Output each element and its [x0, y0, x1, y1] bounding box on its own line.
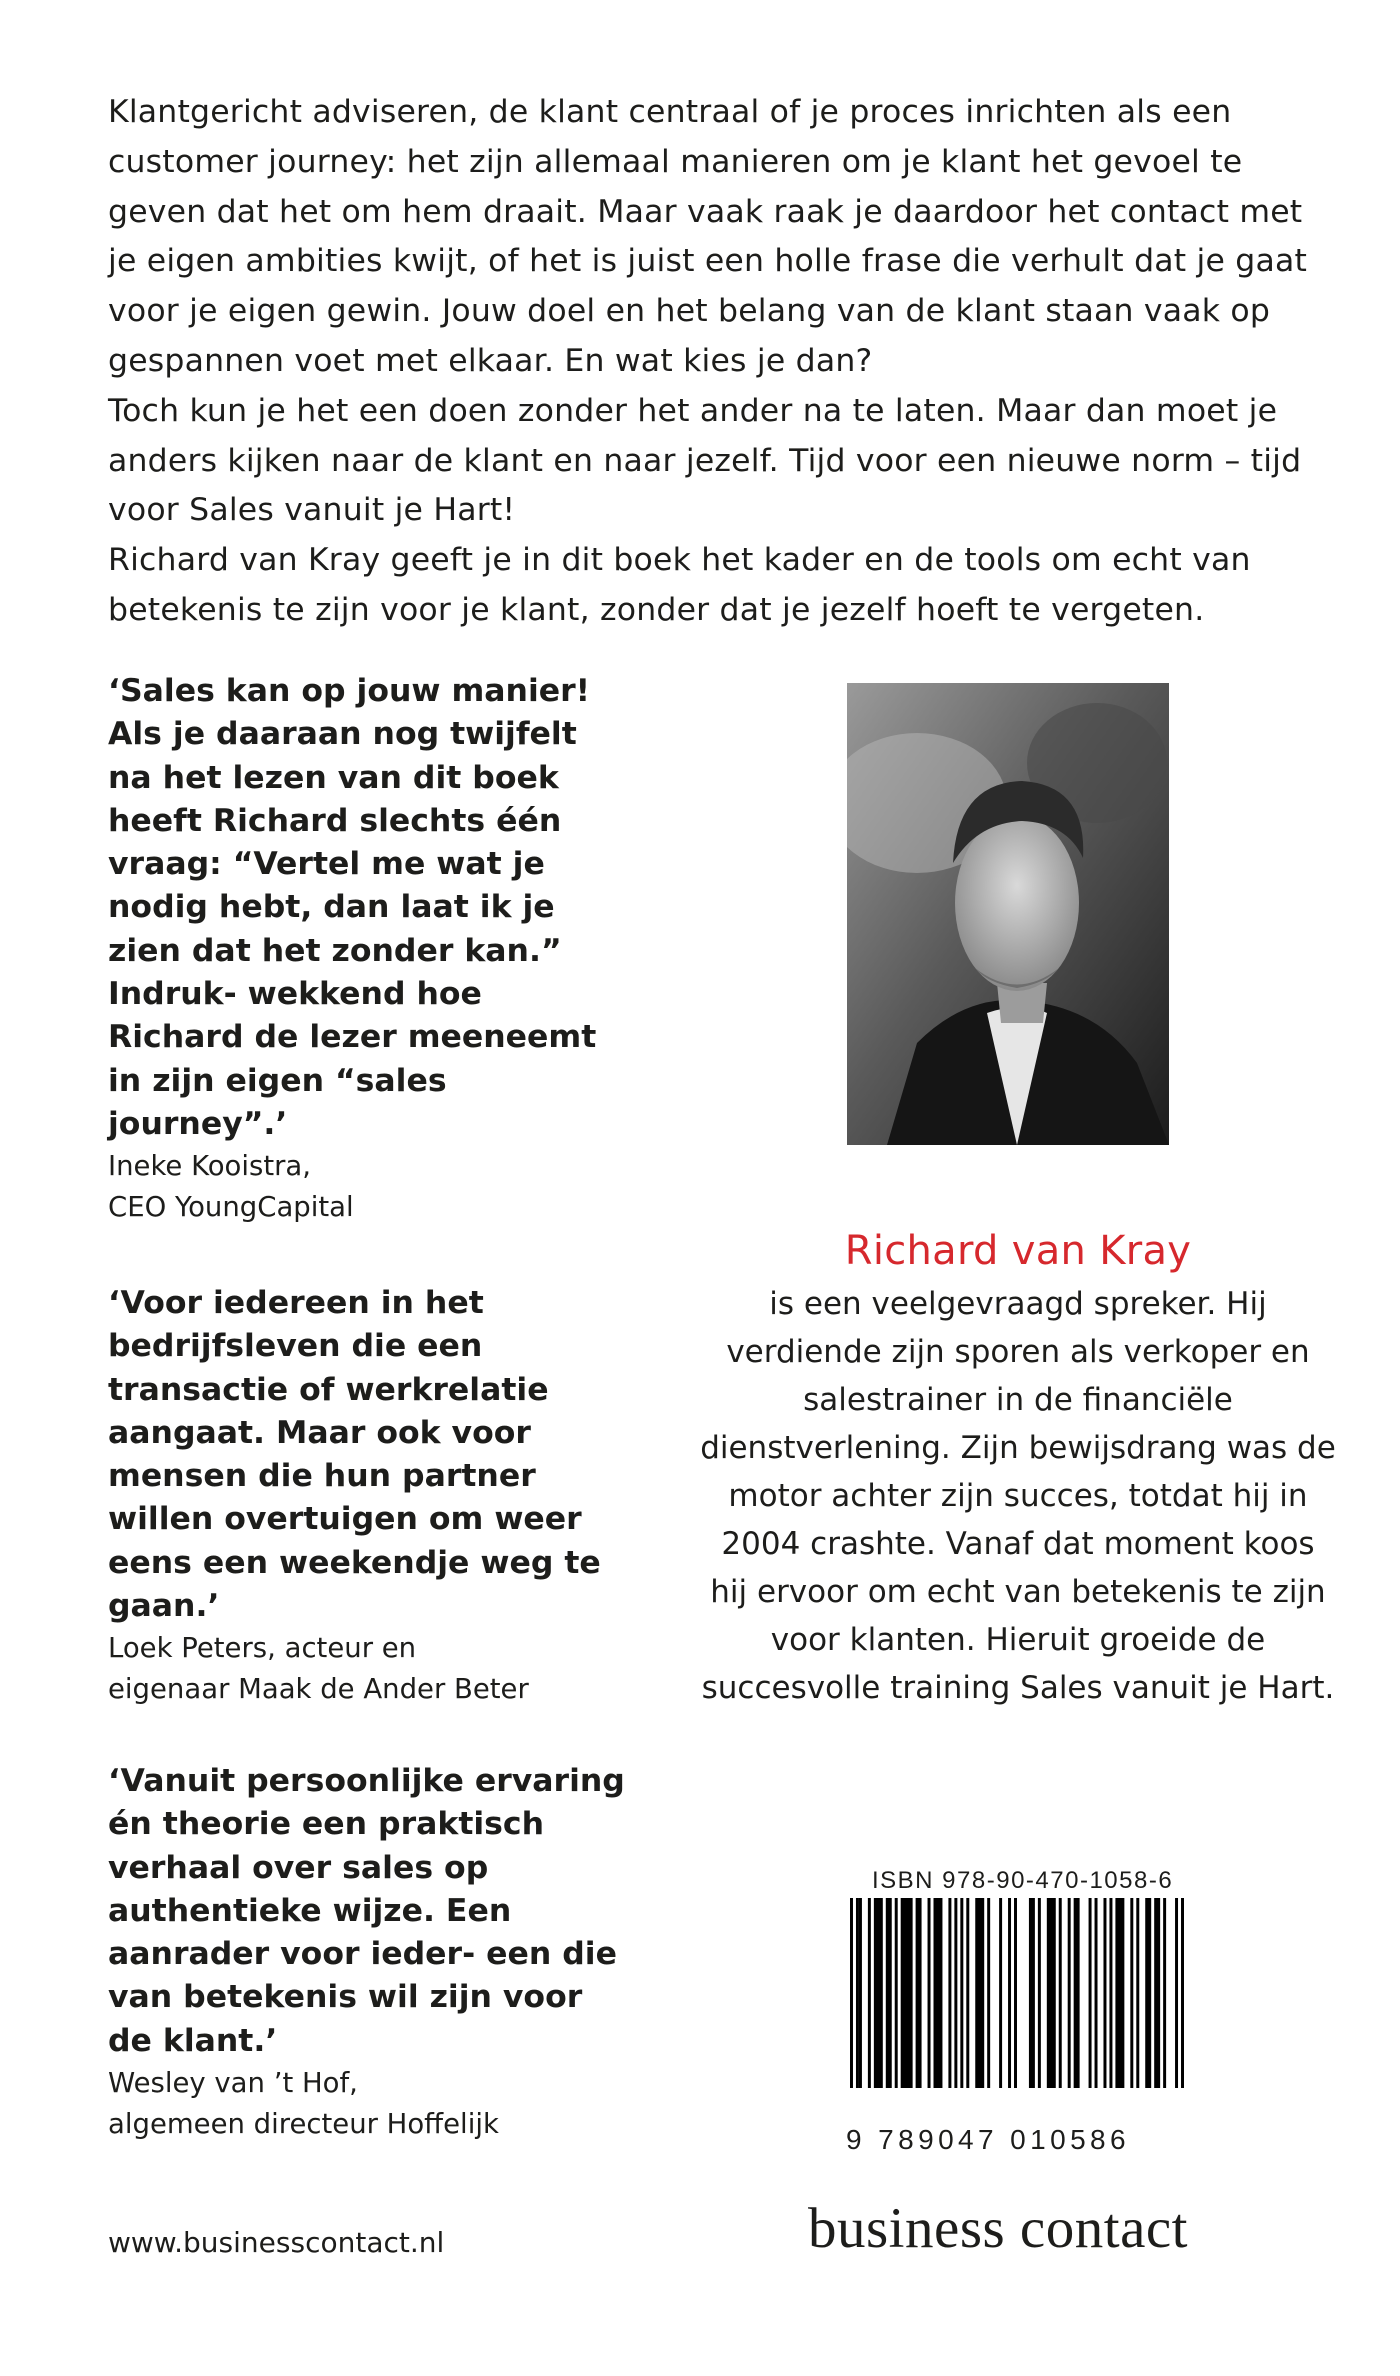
barcode-bar — [1059, 1898, 1062, 2088]
barcode-bar — [987, 1898, 990, 2088]
barcode-bar — [1068, 1898, 1071, 2088]
publisher-logo: business contact — [808, 2197, 1189, 2260]
author-name: Richard van Kray — [844, 1228, 1192, 1274]
website-url[interactable]: www.businesscontact.nl — [108, 2226, 445, 2259]
intro-text — [108, 88, 1313, 636]
barcode-bar — [1115, 1898, 1124, 2088]
barcode-bar — [1130, 1898, 1133, 2088]
barcode-bar — [1163, 1898, 1166, 2088]
barcode-bar — [1089, 1898, 1092, 2088]
quote-author-role: algemeen directeur Hoffelijk — [108, 2108, 499, 2141]
barcode-bar — [1109, 1898, 1112, 2088]
barcode-bar — [948, 1898, 951, 2088]
intro-paragraph-3: Richard van Kray geeft je in dit boek het kader en de tools om echt van betekenis te zijn voor je klant, zonder dat je jezelf hoeft te vergeten. — [108, 542, 1251, 628]
quote-1 — [108, 670, 628, 1228]
barcode-bar — [1103, 1898, 1106, 2088]
author-info — [700, 1224, 1336, 1712]
barcode — [850, 1898, 1184, 2088]
barcode-bar — [1175, 1898, 1178, 2088]
barcode-bar — [966, 1898, 969, 2088]
barcode-bar — [1145, 1898, 1151, 2088]
barcode-bar — [901, 1898, 913, 2088]
barcode-bar — [1029, 1898, 1035, 2088]
quote-author-name: Wesley van ’t Hof, — [108, 2067, 358, 2100]
barcode-bar — [1095, 1898, 1098, 2088]
barcode-bar — [975, 1898, 984, 2088]
quote-3 — [108, 1760, 628, 2145]
quote-2 — [108, 1282, 628, 1710]
barcode-bar — [954, 1898, 957, 2088]
barcode-bar — [1014, 1898, 1017, 2088]
barcode-bar — [859, 1898, 862, 2088]
barcode-bar — [1154, 1898, 1160, 2088]
author-photo — [847, 683, 1169, 1145]
quote-author-role: eigenaar Maak de Ander Beter — [108, 1673, 529, 1706]
intro-paragraph-1: Klantgericht adviseren, de klant centraal of je proces inrichten als een customer journey: het zijn allemaal manieren om je klant het gevoel te geven dat het om hem draait. Maar vaak raak je daardoor het contact met je eigen ambities kwijt, of het is juist een holle frase die verhult dat je gaat voor je eigen gewin. Jouw doel en het belang van de klant staan vaak op gespannen voet met elkaar. En wat kies je dan? — [108, 94, 1308, 379]
barcode-bar — [928, 1898, 931, 2088]
isbn-label: ISBN 978-90-470-1058-6 — [872, 1867, 1174, 1894]
barcode-bar — [856, 1898, 859, 2088]
barcode-bar — [916, 1898, 922, 2088]
barcode-bar — [850, 1898, 853, 2088]
barcode-bar — [895, 1898, 898, 2088]
barcode-bar — [999, 1898, 1002, 2088]
intro-paragraph-2: Toch kun je het een doen zonder het ander na te laten. Maar dan moet je anders kijken naar de klant en naar jezelf. Tijd voor een nieuwe norm – tijd voor Sales vanuit je Hart! — [108, 392, 1302, 529]
quote-text: ‘Voor iedereen in het bedrijfsleven die een transactie of werkrelatie aangaat. Maar ook voor mensen die hun partner willen overtuigen om weer eens een weekendje weg te gaan.’ — [108, 1285, 601, 1625]
barcode-bar — [1136, 1898, 1139, 2088]
barcode-bar — [960, 1898, 963, 2088]
barcode-bar — [874, 1898, 883, 2088]
quote-text: ‘Sales kan op jouw manier! Als je daaraan nog twijfelt na het lezen van dit boek heeft Richard slechts één vraag: “Vertel me wat je nodig hebt, dan laat ik je zien dat het zonder kan.” Indruk- wekkend hoe Richard de lezer meeneemt in zijn eigen “sales journey”.’ — [108, 673, 597, 1142]
barcode-bar — [1074, 1898, 1080, 2088]
quote-author-name: Loek Peters, acteur en — [108, 1632, 417, 1665]
barcode-bar — [1047, 1898, 1056, 2088]
barcode-bar — [1181, 1898, 1184, 2088]
barcode-bar — [1038, 1898, 1041, 2088]
barcode-bar — [1008, 1898, 1011, 2088]
barcode-digits: 9 789047 010586 — [846, 2124, 1130, 2155]
author-bio: is een veelgevraagd spreker. Hij verdiende zijn sporen als verkoper en salestrainer in de financiële dienstverlening. Zijn bewijsdrang was de motor achter zijn succes, totdat hij in 2004 crashte. Vanaf dat moment koos hij ervoor om echt van betekenis te zijn voor klanten. Hieruit groeide de succesvolle training Sales vanuit je Hart. — [700, 1286, 1336, 1706]
barcode-bar — [934, 1898, 943, 2088]
quote-author-role: CEO YoungCapital — [108, 1191, 354, 1224]
quote-text: ‘Vanuit persoonlijke ervaring én theorie een praktisch verhaal over sales op authentieke wijze. Een aanrader voor ieder- een die van betekenis wil zijn voor de klant.’ — [108, 1763, 625, 2059]
barcode-bar — [868, 1898, 871, 2088]
barcode-bar — [886, 1898, 892, 2088]
quote-author-name: Ineke Kooistra, — [108, 1150, 312, 1183]
